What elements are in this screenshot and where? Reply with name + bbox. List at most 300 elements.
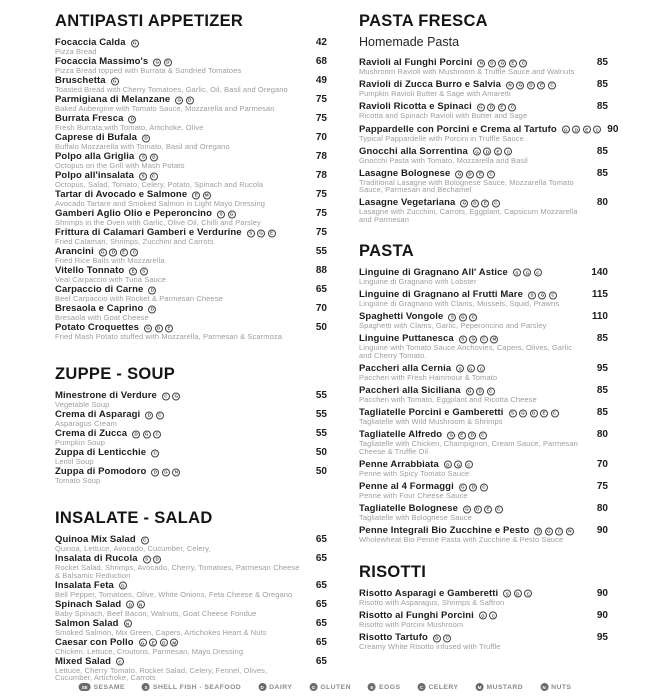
menu-section bbox=[55, 366, 327, 484]
menu-item bbox=[359, 268, 608, 285]
item-price: 85 bbox=[596, 57, 608, 68]
item-price: 70 bbox=[596, 458, 608, 470]
item-description: Octopus, Salad, Tomato, Celery, Potato, Spinach and Rucola bbox=[55, 180, 264, 189]
item-price: 85 bbox=[596, 101, 608, 113]
item-name: Carpaccio di Carne bbox=[55, 284, 144, 295]
legend-label: DAIRY bbox=[269, 683, 293, 691]
allergen-e-icon: E bbox=[129, 267, 137, 275]
legend-label: SESAME bbox=[93, 683, 125, 691]
item-name: Risotto Tartufo bbox=[359, 632, 428, 644]
allergen-icons bbox=[139, 639, 179, 647]
item-price: 75 bbox=[315, 227, 327, 238]
item-name: Gamberi Aglio Olio e Peperoncino bbox=[55, 208, 212, 219]
allergen-n-icon: N bbox=[540, 683, 548, 691]
menu-item bbox=[55, 228, 327, 245]
item-name: Pappardelle con Porcini e Crema al Tartufo bbox=[359, 123, 557, 135]
item-description: Mushroom Ravioli with Mushroom & Truffle Sauce and Walnuts bbox=[359, 67, 575, 76]
item-description: Lentil Soup bbox=[55, 457, 94, 467]
item-price: 50 bbox=[315, 322, 327, 333]
allergen-d-icon: D bbox=[109, 248, 117, 256]
allergen-icons bbox=[139, 172, 158, 180]
allergen-m-icon: M bbox=[490, 335, 498, 343]
item-price: 75 bbox=[315, 189, 327, 200]
menu-item bbox=[359, 386, 608, 403]
allergen-d-icon: D bbox=[128, 115, 136, 123]
allergen-n-icon: N bbox=[172, 468, 180, 476]
allergen-s-icon: S bbox=[528, 291, 536, 299]
allergen-c-icon: C bbox=[524, 590, 532, 598]
item-name: Paccheri alla Cernia bbox=[359, 362, 452, 374]
menu-item-row bbox=[359, 611, 608, 620]
menu-item-row bbox=[359, 312, 608, 321]
item-name: Parmigiana di Melanzane bbox=[55, 94, 171, 105]
menu-item-row bbox=[359, 123, 619, 135]
allergen-icons bbox=[128, 115, 136, 123]
menu-item-row bbox=[359, 364, 608, 373]
allergen-c-icon: C bbox=[548, 81, 556, 89]
allergen-d-icon: D bbox=[153, 555, 161, 563]
allergen-icons bbox=[459, 483, 488, 491]
allergen-n-icon: N bbox=[124, 620, 132, 628]
allergen-c-icon: C bbox=[477, 365, 485, 373]
allergen-d-icon: D bbox=[126, 601, 134, 609]
allergen-m-icon: M bbox=[170, 639, 178, 647]
allergen-s-icon: S bbox=[139, 172, 147, 180]
menu-item-row bbox=[359, 169, 608, 178]
allergen-n-icon: N bbox=[566, 527, 574, 535]
allergen-icons bbox=[460, 199, 500, 207]
item-price: 68 bbox=[315, 56, 327, 67]
item-name: Insalata di Rucola bbox=[55, 553, 138, 565]
item-name: Crema di Asparagi bbox=[55, 409, 141, 421]
menu-item bbox=[359, 169, 608, 193]
item-description: Pumpkin Soup bbox=[55, 438, 105, 448]
item-name: Zuppa di Pomodoro bbox=[55, 466, 147, 478]
item-price: 65 bbox=[315, 284, 327, 295]
menu-columns bbox=[55, 12, 619, 683]
item-description: Paccheri with Fresh Hammour & Tomato bbox=[359, 372, 498, 382]
menu-item bbox=[359, 290, 608, 307]
menu-item-row bbox=[359, 504, 608, 513]
allergen-e-icon: E bbox=[458, 431, 466, 439]
item-description: Asparagus Cream bbox=[55, 419, 117, 429]
menu-item bbox=[55, 600, 327, 617]
allergen-c-icon: C bbox=[519, 59, 527, 67]
allergen-icons bbox=[247, 229, 276, 237]
allergen-icons bbox=[192, 191, 211, 199]
allergen-d-icon: D bbox=[142, 134, 150, 142]
item-price: 65 bbox=[315, 579, 327, 591]
item-name: Bruschetta bbox=[55, 75, 106, 86]
menu-item bbox=[359, 589, 608, 606]
allergen-s-icon: S bbox=[456, 365, 464, 373]
item-name: Caprese di Bufala bbox=[55, 132, 137, 143]
menu-item bbox=[55, 171, 327, 188]
allergen-g-icon: G bbox=[466, 387, 474, 395]
menu-item-row bbox=[55, 247, 327, 256]
allergen-c-icon: C bbox=[534, 269, 542, 277]
menu-item-row bbox=[55, 554, 327, 563]
menu-item-row bbox=[359, 633, 608, 642]
menu-section bbox=[359, 564, 608, 651]
item-description: Fresh Burrata,with Tomato, Artichoke, Olive bbox=[55, 123, 204, 132]
item-description: Vegetable Soup bbox=[55, 400, 110, 410]
allergen-d-icon: D bbox=[572, 126, 580, 134]
menu-item bbox=[55, 190, 327, 207]
allergen-s-icon: S bbox=[217, 210, 225, 218]
item-description: Bresaola with Goat Cheese bbox=[55, 313, 149, 322]
legend-label: GLUTEN bbox=[320, 683, 351, 691]
allergen-c-icon: C bbox=[150, 172, 158, 180]
item-description: Linguine with Tomato Sauce Anchovies, Capers, Olives, Garlic and Cherry Tomato. bbox=[359, 343, 573, 360]
allergen-c-icon: C bbox=[130, 248, 138, 256]
item-price: 85 bbox=[596, 333, 608, 345]
menu-item bbox=[55, 410, 327, 427]
allergen-e-icon: E bbox=[498, 103, 506, 111]
item-name: Potato Croquettes bbox=[55, 322, 140, 333]
item-price: 65 bbox=[315, 534, 327, 546]
allergen-icons bbox=[509, 409, 559, 417]
menu-item-row bbox=[55, 95, 327, 104]
allergen-e-icon: E bbox=[494, 148, 502, 156]
item-name: Tagliatelle Alfredo bbox=[359, 429, 443, 441]
allergen-g-icon: G bbox=[139, 639, 147, 647]
allergen-s-icon: S bbox=[140, 267, 148, 275]
item-description: Lettuce, Cherry Tomato, Rocket Salad, Celery, Fennel, Olives, Cucumber, Artichoke, Carrots bbox=[55, 665, 268, 682]
item-price: 88 bbox=[315, 265, 327, 276]
item-name: Linguine di Gragnano al Frutti Mare bbox=[359, 289, 523, 301]
allergen-c-icon: C bbox=[480, 483, 488, 491]
allergen-c-icon: C bbox=[156, 411, 164, 419]
item-name: Insalata Feta bbox=[55, 579, 114, 591]
legend-item bbox=[309, 683, 351, 691]
allergen-s-icon: S bbox=[503, 590, 511, 598]
item-description: Wholewheat Bio Penne Pasta with Zucchine & Pesto Sauce bbox=[359, 535, 564, 545]
menu-item bbox=[359, 482, 608, 499]
menu-item bbox=[55, 304, 327, 321]
item-price: 75 bbox=[315, 94, 327, 105]
allergen-e-icon: E bbox=[149, 639, 157, 647]
menu-item bbox=[359, 334, 608, 358]
menu-item bbox=[359, 80, 608, 97]
allergen-icons bbox=[145, 411, 164, 419]
item-description: Fried Calamari, Shrimps, Zucchini and Carrots bbox=[55, 237, 214, 246]
allergen-s-icon: S bbox=[142, 683, 150, 691]
allergen-n-icon: N bbox=[137, 601, 145, 609]
menu-item-row bbox=[55, 638, 327, 647]
allergen-s-icon: S bbox=[513, 269, 521, 277]
section-title: ZUPPE - SOUP bbox=[55, 365, 176, 384]
allergen-e-icon: E bbox=[268, 229, 276, 237]
menu-item bbox=[359, 611, 608, 628]
menu-item bbox=[55, 535, 327, 552]
item-name: Burrata Fresca bbox=[55, 113, 124, 124]
menu-item bbox=[55, 619, 327, 636]
allergen-icons bbox=[459, 335, 499, 343]
allergen-c-icon: C bbox=[151, 449, 159, 457]
item-price: 90 bbox=[596, 587, 608, 599]
allergen-g-icon: G bbox=[447, 431, 455, 439]
item-description: Fried Rice Balls with Mozzarella bbox=[55, 256, 165, 265]
item-description: Gnocchi Pasta with Tomato, Mozzarella and Basil bbox=[359, 155, 528, 165]
allergen-icons bbox=[455, 170, 495, 178]
menu-item-row bbox=[55, 38, 327, 47]
menu-item-row bbox=[55, 152, 327, 161]
allergen-g-icon: G bbox=[516, 81, 524, 89]
allergen-d-icon: D bbox=[151, 468, 159, 476]
item-description: Pizza Bread topped with Burrata & Sundried Tomatoes bbox=[55, 66, 242, 75]
menu-item-row bbox=[55, 391, 327, 400]
menu-item-row bbox=[55, 228, 327, 237]
allergen-c-icon: C bbox=[162, 392, 170, 400]
allergen-d-icon: D bbox=[530, 409, 538, 417]
item-description: Lasagne with Zucchini, Carrots, Eggplant, Capsicum Mozzarella and Parmesan bbox=[359, 207, 578, 224]
item-name: Caesar con Pollo bbox=[55, 636, 134, 648]
legend-label: SHELL FISH - SEAFOOD bbox=[152, 683, 242, 691]
allergen-g-icon: G bbox=[538, 291, 546, 299]
item-name: Tagliatelle Porcini e Gamberetti bbox=[359, 407, 504, 419]
allergen-icons bbox=[143, 555, 162, 563]
item-name: Arancini bbox=[55, 246, 94, 257]
menu-item bbox=[55, 429, 327, 446]
allergen-icons bbox=[151, 449, 159, 457]
item-name: Gnocchi alla Sorrentina bbox=[359, 145, 468, 157]
item-price: 140 bbox=[591, 266, 608, 278]
item-description: Penne with Spicy Tomato Sauce bbox=[359, 468, 470, 478]
menu-item bbox=[55, 638, 327, 655]
item-description: Baked Aubergine with Tomato Sauce, Mozzarella and Parmesan bbox=[55, 104, 275, 113]
allergen-g-icon: G bbox=[454, 461, 462, 469]
item-description: Chicken, Lettuce, Croutons, Parmesan, Mayo Dressing bbox=[55, 646, 244, 656]
menu-item-row bbox=[55, 429, 327, 438]
item-name: Tartar di Avocado e Salmone bbox=[55, 189, 188, 200]
item-price: 110 bbox=[591, 311, 608, 323]
menu-item bbox=[55, 152, 327, 169]
allergen-g-icon: G bbox=[111, 77, 119, 85]
allergen-icons bbox=[473, 148, 513, 156]
menu-item bbox=[55, 467, 327, 484]
item-description: Quinoa, Lettuce, Avocado, Cucumber, Celery, bbox=[55, 544, 211, 554]
menu-item-row bbox=[359, 334, 608, 343]
allergen-icons bbox=[217, 210, 236, 218]
allergen-g-icon: G bbox=[523, 269, 531, 277]
menu-item bbox=[55, 76, 327, 93]
menu-item-row bbox=[55, 285, 327, 294]
menu-item-row bbox=[55, 619, 327, 628]
item-description: Pumpkin Ravioli Butter & Sage with Amaretti bbox=[359, 89, 511, 99]
menu-item bbox=[359, 364, 608, 381]
allergen-d-icon: D bbox=[466, 170, 474, 178]
item-name: Risotto al Funghi Porcini bbox=[359, 609, 474, 621]
allergen-g-icon: G bbox=[144, 324, 152, 332]
legend-item bbox=[258, 683, 292, 691]
item-name: Spinach Salad bbox=[55, 598, 122, 610]
allergen-g-icon: G bbox=[143, 430, 151, 438]
allergen-icons bbox=[175, 96, 194, 104]
item-price: 55 bbox=[315, 428, 327, 440]
item-price: 50 bbox=[315, 466, 327, 478]
allergen-icons bbox=[477, 59, 527, 67]
allergen-icons bbox=[562, 126, 602, 134]
menu-item-row bbox=[55, 57, 327, 66]
menu-item bbox=[55, 266, 327, 283]
allergen-d-icon: D bbox=[483, 148, 491, 156]
item-price: 70 bbox=[315, 303, 327, 314]
allergen-c-icon: C bbox=[465, 461, 473, 469]
allergen-s-icon: S bbox=[459, 335, 467, 343]
menu-column-right bbox=[359, 12, 619, 683]
menu-item-row bbox=[359, 386, 608, 395]
item-name: Tagliatelle Bolognese bbox=[359, 503, 459, 515]
item-description: Spaghetti with Clams, Garlic, Peperoncino and Parsley bbox=[359, 321, 547, 331]
allergen-n-icon: N bbox=[506, 81, 514, 89]
item-description: Paccheri with Tomato, Eggplant and Ricotta Cheese bbox=[359, 395, 537, 405]
menu-item-row bbox=[359, 589, 608, 598]
menu-item-row bbox=[55, 410, 327, 419]
menu-item bbox=[359, 504, 608, 521]
item-name: Bresaola e Caprino bbox=[55, 303, 144, 314]
menu-item-row bbox=[55, 467, 327, 476]
menu-item-row bbox=[359, 80, 608, 89]
menu-item-row bbox=[55, 190, 327, 199]
item-description: Risotto with Asparagus, Shrimps & Saffron bbox=[359, 597, 505, 607]
allergen-s-icon: S bbox=[448, 313, 456, 321]
allergen-icons bbox=[506, 81, 556, 89]
allergen-c-icon: C bbox=[417, 683, 425, 691]
legend-item bbox=[368, 683, 400, 691]
allergen-icons bbox=[444, 461, 473, 469]
menu-item bbox=[55, 657, 327, 681]
item-description: Toasted Bread with Cherry Tomatoes, Garlic, Oil, Basil and Oregano bbox=[55, 85, 288, 94]
allergen-e-icon: E bbox=[120, 248, 128, 256]
legend-item bbox=[79, 683, 125, 691]
item-name: Polpo alla Griglia bbox=[55, 151, 135, 162]
allergen-d-icon: D bbox=[514, 590, 522, 598]
legend-item bbox=[540, 683, 571, 691]
menu-item bbox=[55, 391, 327, 408]
item-price: 90 bbox=[596, 525, 608, 537]
allergen-icons bbox=[513, 269, 542, 277]
allergen-c-icon: C bbox=[508, 103, 516, 111]
item-description: Veal Carpaccio with Tuna Sauce bbox=[55, 275, 166, 284]
legend-label: EGGS bbox=[378, 683, 401, 691]
section-title: INSALATE - SALAD bbox=[55, 509, 213, 528]
legend-item bbox=[475, 683, 523, 691]
menu-item bbox=[55, 247, 327, 264]
allergen-e-icon: E bbox=[476, 170, 484, 178]
menu-item bbox=[359, 102, 608, 119]
item-description: Pizza Bread bbox=[55, 47, 97, 56]
legend-label: MUSTARD bbox=[486, 683, 524, 691]
allergen-g-icon: G bbox=[131, 39, 139, 47]
item-description: Ricotta and Spinach Ravioli with Butter and Sage bbox=[359, 111, 528, 121]
allergen-icons bbox=[528, 291, 557, 299]
item-name: Penne Integrali Bio Zucchine e Pesto bbox=[359, 525, 530, 537]
allergen-c-icon: C bbox=[504, 148, 512, 156]
allergen-c-icon: C bbox=[551, 409, 559, 417]
menu-item bbox=[55, 209, 327, 226]
allergen-e-icon: E bbox=[368, 683, 376, 691]
allergen-e-icon: E bbox=[540, 409, 548, 417]
item-price: 80 bbox=[596, 429, 608, 441]
allergen-d-icon: D bbox=[471, 199, 479, 207]
menu-item-row bbox=[55, 657, 327, 666]
menu-item-row bbox=[359, 290, 608, 299]
menu-section bbox=[359, 12, 619, 224]
allergen-icons bbox=[131, 39, 139, 47]
item-price: 85 bbox=[596, 385, 608, 397]
allergen-icons bbox=[124, 620, 132, 628]
allergen-g-icon: G bbox=[460, 199, 468, 207]
item-name: Quinoa Mix Salad bbox=[55, 534, 136, 546]
item-description: Risotto with Porcini Mushroom bbox=[359, 619, 464, 629]
item-description: Linguine di Gragnano with Lobster bbox=[359, 276, 477, 286]
menu-column-left bbox=[55, 13, 327, 683]
menu-item-row bbox=[359, 147, 608, 156]
allergen-icons bbox=[151, 468, 180, 476]
allergen-c-icon: C bbox=[479, 431, 487, 439]
allergen-e-icon: E bbox=[537, 81, 545, 89]
allergen-icons bbox=[119, 582, 127, 590]
allergen-g-icon: G bbox=[257, 229, 265, 237]
item-price: 75 bbox=[315, 113, 327, 124]
allergen-icons bbox=[142, 134, 150, 142]
allergen-g-icon: G bbox=[228, 210, 236, 218]
item-price: 85 bbox=[596, 145, 608, 157]
section-title: PASTA FRESCA bbox=[359, 12, 488, 30]
item-description: Linguine di Gragnano with Clams, Mussels, Squid, Prawns bbox=[359, 299, 560, 309]
allergen-icons bbox=[456, 365, 485, 373]
allergen-d-icon: D bbox=[444, 461, 452, 469]
allergen-icons bbox=[148, 286, 156, 294]
allergen-e-icon: E bbox=[165, 324, 173, 332]
item-description: Baby Spinach, Beef Bacon, Walnuts, Goat Cheese Fondue bbox=[55, 608, 257, 618]
allergen-g-icon: G bbox=[175, 96, 183, 104]
menu-item bbox=[359, 198, 608, 222]
allergen-d-icon: D bbox=[534, 527, 542, 535]
menu-item bbox=[359, 408, 608, 425]
allergen-c-icon: C bbox=[153, 430, 161, 438]
allergen-c-icon: C bbox=[487, 170, 495, 178]
allergen-icons bbox=[111, 77, 119, 85]
allergen-d-icon: D bbox=[132, 430, 140, 438]
item-price: 65 bbox=[315, 598, 327, 610]
item-description: Octopus on the Grill with Mash Potato bbox=[55, 161, 185, 170]
menu-item bbox=[55, 554, 327, 578]
item-name: Lasagne Vegetariana bbox=[359, 197, 456, 209]
item-price: 90 bbox=[607, 123, 619, 135]
item-price: 70 bbox=[315, 132, 327, 143]
allergen-e-icon: E bbox=[192, 191, 200, 199]
menu-item bbox=[55, 133, 327, 150]
menu-item bbox=[359, 123, 619, 143]
allergen-g-icon: G bbox=[153, 58, 161, 66]
item-price: 42 bbox=[315, 37, 327, 48]
item-price: 55 bbox=[315, 246, 327, 257]
item-name: Spaghetti Vongole bbox=[359, 311, 444, 323]
item-price: 65 bbox=[315, 636, 327, 648]
menu-item bbox=[359, 526, 608, 543]
menu-item bbox=[55, 448, 327, 465]
allergen-d-icon: D bbox=[155, 324, 163, 332]
allergen-d-icon: D bbox=[469, 483, 477, 491]
menu-item bbox=[55, 114, 327, 131]
item-description: Fried Mash Potato stuffed with Mozzarella, Parmesan & Scarmoza bbox=[55, 332, 282, 341]
menu-item-row bbox=[359, 268, 608, 277]
allergen-s-icon: S bbox=[509, 409, 517, 417]
item-name: Focaccia Calda bbox=[55, 37, 126, 48]
allergen-d-icon: D bbox=[160, 639, 168, 647]
